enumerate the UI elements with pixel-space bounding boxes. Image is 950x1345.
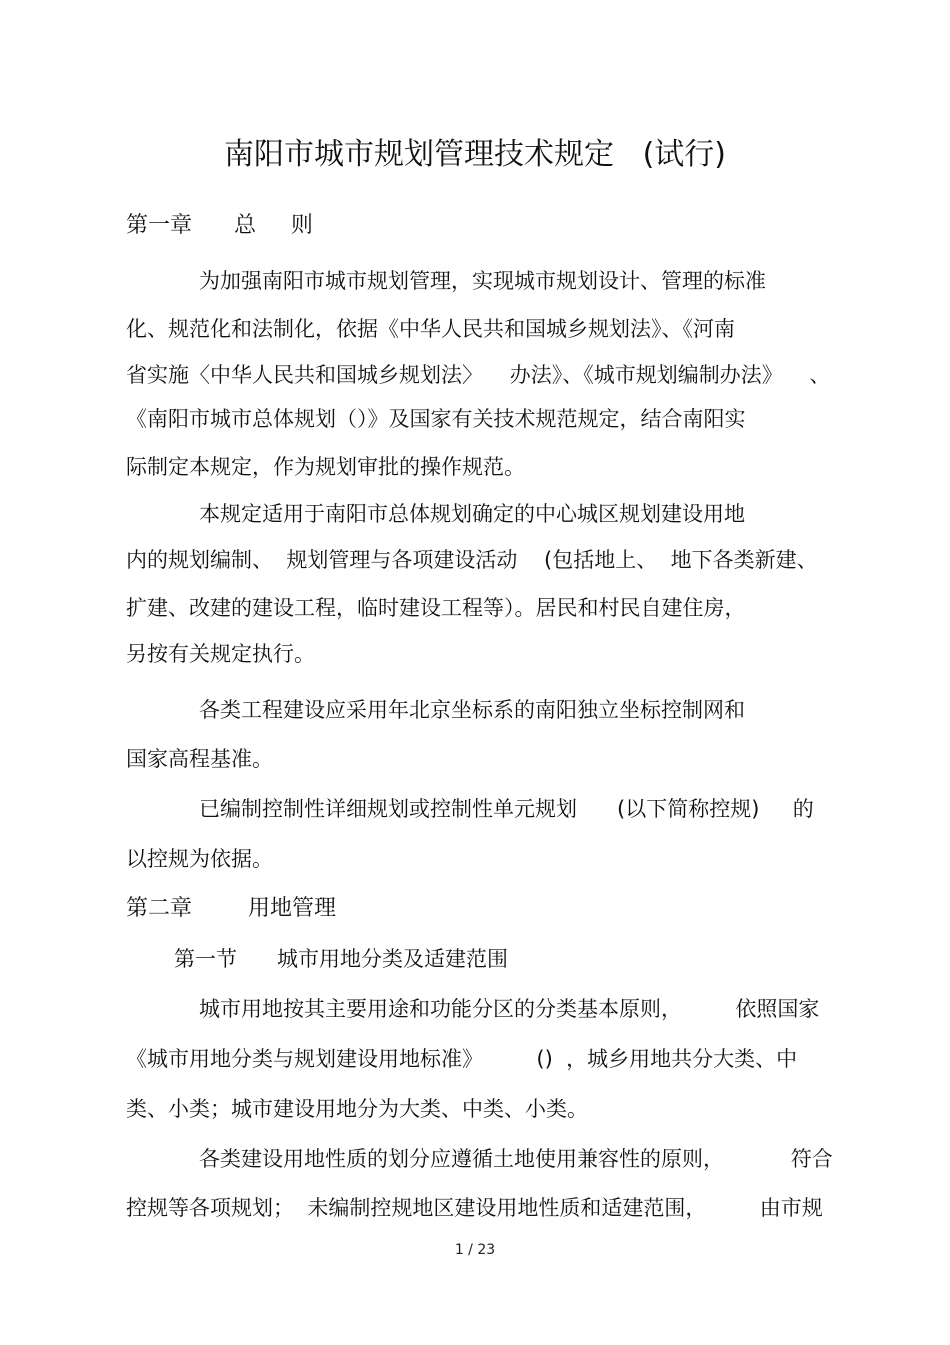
paragraph-line: 化、规范化和法制化，依据《中华人民共和国城乡规划法》、《河南 (126, 317, 735, 341)
paragraph-line: 际制定本规定，作为规划审批的操作规范。 (126, 455, 525, 479)
paragraph-line: 《南阳市城市总体规划（）》及国家有关技术规范规定，结合南阳实 (126, 407, 746, 431)
page-number: 1 / 23 (454, 1242, 496, 1258)
chapter-heading: 第一章 总 则 (126, 213, 313, 238)
chapter-heading: 第二章 用地管理 (126, 896, 336, 921)
paragraph-line: 类、小类；城市建设用地分为大类、中类、小类。 (126, 1097, 588, 1121)
paragraph-line: 已编制控制性详细规划或控制性单元规划 (以下简称控规) 的 (199, 797, 814, 821)
paragraph-line: 各类工程建设应采用年北京坐标系的南阳独立坐标控制网和 (199, 698, 745, 722)
paragraph-line: 以控规为依据。 (126, 847, 273, 871)
paragraph-line: 省实施〈中华人民共和国城乡规划法〉 办法》、《城市规划编制办法》 、 (126, 363, 831, 387)
paragraph-line: 城市用地按其主要用途和功能分区的分类基本原则， 依照国家 (199, 997, 820, 1021)
section-heading: 第一节 城市用地分类及适建范围 (174, 947, 509, 971)
paragraph-line: 内的规划编制、 规划管理与各项建设活动 (包括地上、 地下各类新建、 (126, 548, 818, 572)
paragraph-line: 国家高程基准。 (126, 747, 273, 771)
paragraph-line: 扩建、改建的建设工程，临时建设工程等）。居民和村民自建住房， (126, 596, 746, 620)
paragraph-line: 另按有关规定执行。 (126, 642, 315, 666)
paragraph-line: 为加强南阳市城市规划管理，实现城市规划设计、管理的标准 (199, 269, 766, 293)
paragraph-line: 各类建设用地性质的划分应遵循土地使用兼容性的原则， 符合 (199, 1147, 833, 1171)
paragraph-line: 控规等各项规划； 未编制控规地区建设用地性质和适建范围， 由市规 (126, 1196, 823, 1220)
document-title: 南阳市城市规划管理技术规定 (试行) (223, 137, 727, 172)
paragraph-line: 本规定适用于南阳市总体规划确定的中心城区规划建设用地 (199, 502, 745, 526)
paragraph-line: 《城市用地分类与规划建设用地标准》 () ，城乡用地共分大类、中 (126, 1047, 798, 1071)
